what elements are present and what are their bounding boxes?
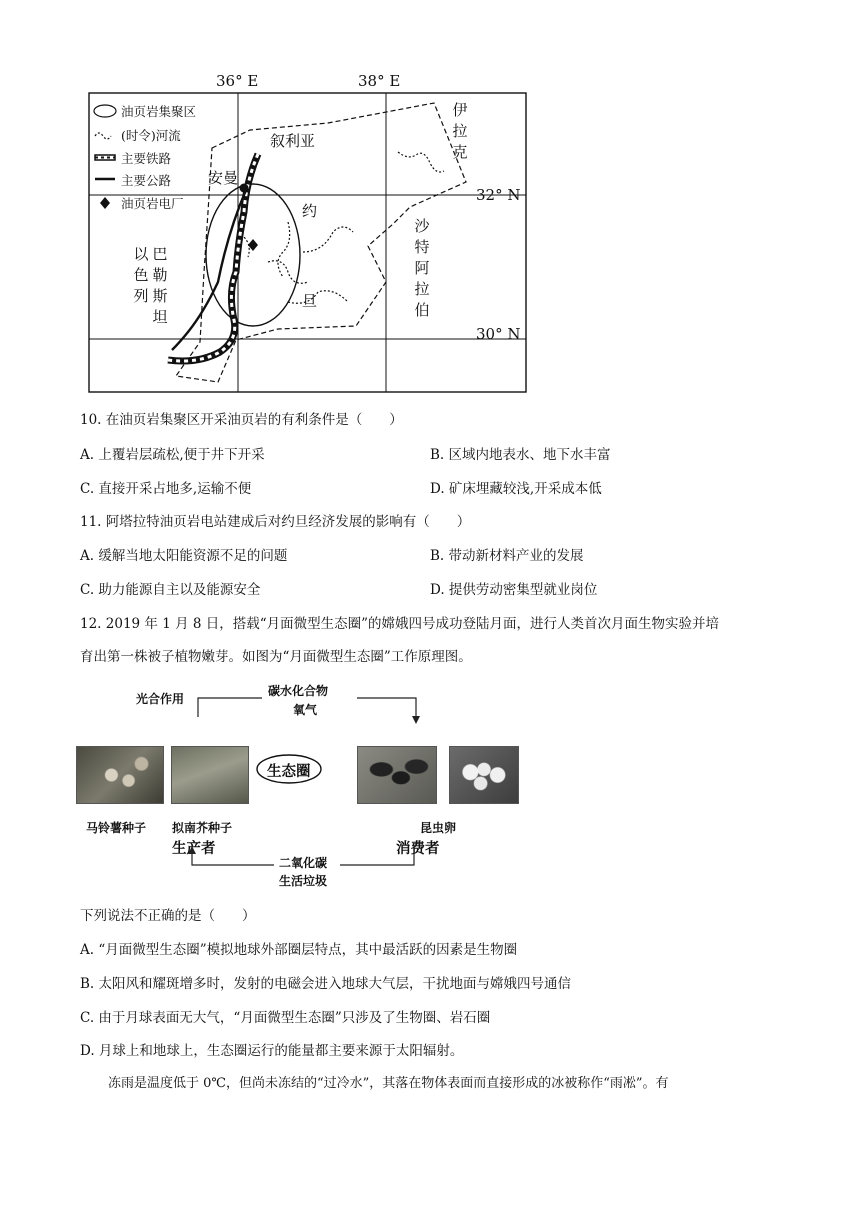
- freezing-rain-passage: 冻雨是温度低于 0℃，但尚未冻结的“过冷水”，其落在物体表面而直接形成的冰被称作“雨凇”。有: [108, 1076, 669, 1091]
- q10-option-a: A. 上覆岩层疏松,便于井下开采: [80, 447, 265, 463]
- potato-seed-photo: [76, 746, 164, 804]
- q10-option-d: D. 矿床埋藏较浅,开采成本低: [430, 481, 602, 497]
- lat-30-label: 30° N: [476, 325, 521, 343]
- q10-stem: 10. 在油页岩集聚区开采油页岩的有利条件是（ ）: [80, 412, 403, 428]
- q11-option-c: C. 助力能源自主以及能源安全: [80, 582, 261, 598]
- legend-plant-symbol: [100, 197, 110, 209]
- label-jordan-1: 约: [302, 202, 318, 220]
- label-oxygen: 氧气: [293, 703, 318, 717]
- label-consumer: 消费者: [396, 840, 440, 857]
- lunar-ecosphere-diagram: [74, 680, 524, 890]
- label-saudi: 沙特阿拉伯: [414, 217, 430, 319]
- lat-32-label: 32° N: [476, 186, 521, 204]
- q12-option-c: C. 由于月球表面无大气，“月面微型生态圈”只涉及了生物圈、岩石圈: [80, 1010, 491, 1026]
- insect-egg-photo-1: [357, 746, 437, 804]
- label-co2: 二氧化碳: [279, 856, 328, 870]
- label-ecosphere: 生态圈: [267, 763, 311, 780]
- label-carbohydrate: 碳水化合物: [268, 684, 329, 698]
- river: [278, 222, 290, 277]
- label-arabidopsis-seed: 拟南芥种子: [172, 821, 233, 835]
- legend-highway: 主要公路: [121, 173, 172, 188]
- jordan-oil-shale-map: [88, 72, 528, 394]
- legend-railway: 主要铁路: [121, 151, 172, 166]
- q11-option-a: A. 缓解当地太阳能资源不足的问题: [80, 548, 288, 564]
- insect-egg-photo-2: [449, 746, 519, 804]
- label-jordan-2: 旦: [302, 292, 318, 310]
- q12-stem-line1: 12. 2019 年 1 月 8 日，搭载“月面微型生态圈”的嫦娥四号成功登陆月面，进行人类首次月面生物实验并培: [80, 616, 720, 632]
- q11-option-b: B. 带动新材料产业的发展: [430, 548, 584, 564]
- q10-option-c: C. 直接开采占地多,运输不便: [80, 481, 252, 497]
- legend-power-plant: 油页岩电厂: [121, 196, 184, 211]
- q12-prompt: 下列说法不正确的是（ ）: [80, 908, 256, 924]
- q10-option-b: B. 区域内地表水、地下水丰富: [430, 447, 611, 463]
- label-iraq: 伊拉克: [452, 101, 468, 161]
- q11-option-d: D. 提供劳动密集型就业岗位: [430, 582, 598, 598]
- label-amman: 安曼: [208, 169, 239, 187]
- q12-option-d: D. 月球上和地球上，生态圈运行的能量都主要来源于太阳辐射。: [80, 1043, 464, 1059]
- label-waste: 生活垃圾: [279, 874, 328, 888]
- river: [268, 261, 308, 284]
- q11-stem: 11. 阿塔拉特油页岩电站建成后对约旦经济发展的影响有（ ）: [80, 514, 471, 530]
- label-palestine: 巴勒斯坦: [152, 245, 168, 326]
- river: [303, 227, 353, 252]
- label-potato-seed: 马铃薯种子: [86, 821, 147, 835]
- label-israel: 以色列: [133, 245, 149, 305]
- arrow-head: [412, 716, 420, 724]
- amman-dot: [240, 184, 249, 193]
- lon-36-label: 36° E: [216, 72, 259, 90]
- river: [288, 291, 348, 304]
- legend-oil-shale-area: 油页岩集聚区: [121, 104, 197, 119]
- label-photosynthesis: 光合作用: [136, 692, 185, 706]
- q12-option-a: A. “月面微型生态圈”模拟地球外部圈层特点，其中最活跃的因素是生物圈: [80, 942, 518, 958]
- q12-stem-line2: 育出第一株被子植物嫩芽。如图为“月面微型生态圈”工作原理图。: [80, 649, 472, 665]
- label-syria: 叙利亚: [270, 132, 316, 150]
- label-producer: 生产者: [172, 840, 216, 857]
- oil-shale-area: [206, 184, 300, 326]
- legend-river: (时令)河流: [121, 128, 181, 143]
- arabidopsis-photo: [171, 746, 249, 804]
- lon-38-label: 38° E: [358, 72, 401, 90]
- river: [398, 152, 444, 172]
- q12-option-b: B. 太阳风和耀斑增多时，发射的电磁会进入地球大气层，干扰地面与嫦娥四号通信: [80, 976, 572, 992]
- label-insect-eggs: 昆虫卵: [420, 821, 457, 835]
